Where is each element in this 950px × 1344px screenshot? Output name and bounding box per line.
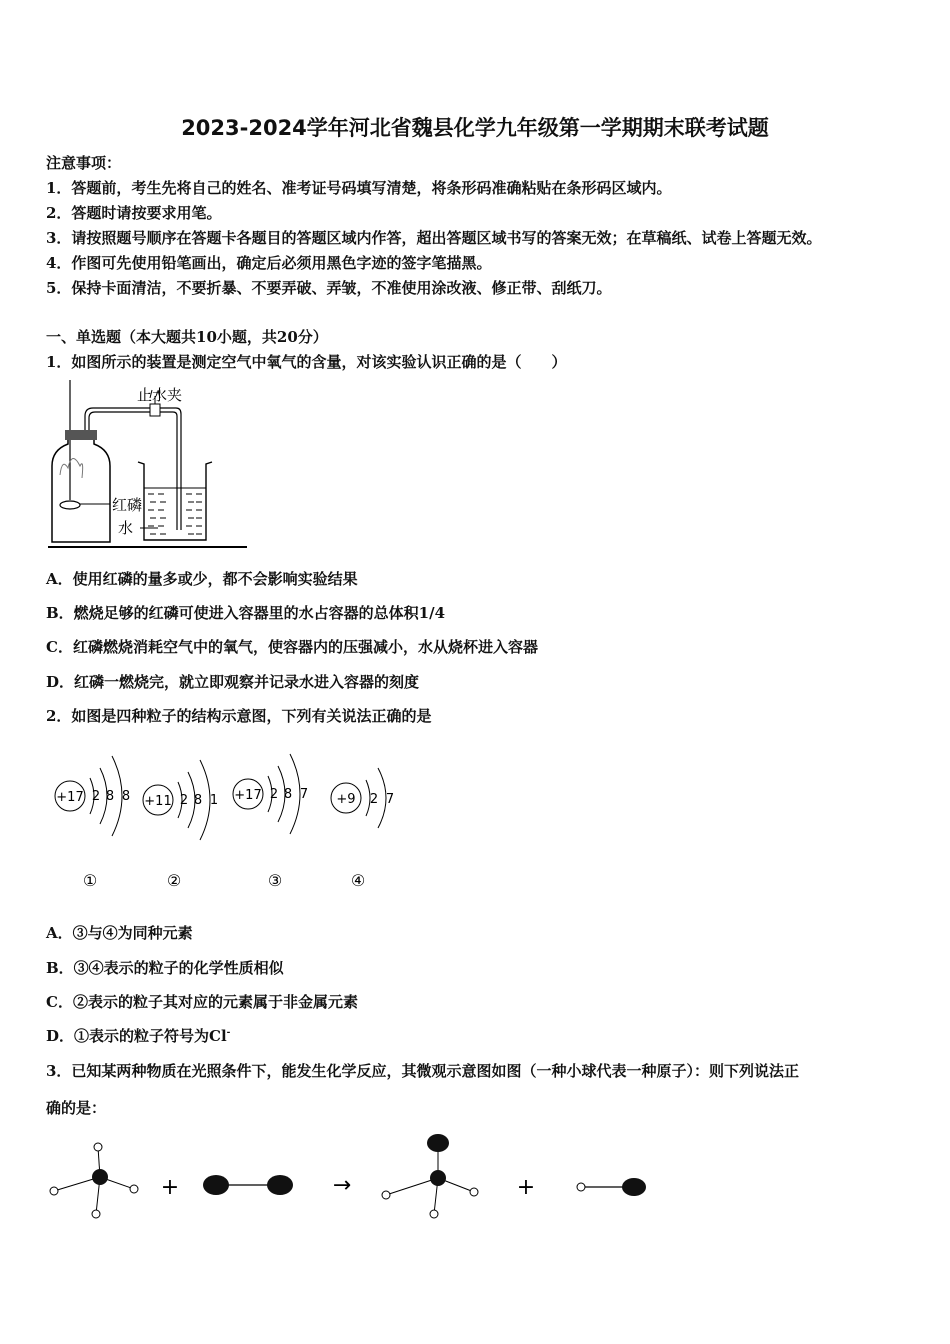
notice-heading: 注意事项： [46,154,122,172]
particle-3-nucleus: +17 [234,788,262,803]
particle-2-nucleus: +11 [144,794,172,809]
notice-item-3: 3．请按照题号顺序在答题卡各题目的答题区域内作答，超出答题区域书写的答案无效；在草稿纸、试卷上答题无效。 [46,229,822,247]
particle-1-shell-3: 8 [121,789,131,804]
air-oxygen-apparatus-figure [40,380,250,552]
q1-option-b[interactable]: B．燃烧足够的红磷可使进入容器里的水占容器的总体积1/4 [46,604,446,622]
q2-option-d-text: D．①表示的粒子符号为Cl [46,1027,227,1045]
notice-item-4: 4．作图可先使用铅笔画出，确定后必须用黑色字迹的签字笔描黑。 [46,254,492,272]
clamp-label: 止水夹 [137,386,183,404]
q2-option-a[interactable]: A．③与④为同种元素 [46,924,193,942]
q2-option-c[interactable]: C．②表示的粒子其对应的元素属于非金属元素 [46,993,358,1011]
particle-4-label: ④ [350,871,366,890]
particle-2-shell-1: 2 [179,793,189,808]
plus-sign-2: + [516,1175,536,1200]
section-heading: 一、单选题（本大题共10小题，共20分） [46,328,328,346]
page-title: 2023-2024学年河北省魏县化学九年级第一学期期末联考试题 [181,116,769,140]
q2-option-b[interactable]: B．③④表示的粒子的化学性质相似 [46,959,284,977]
particle-2-shell-2: 8 [193,793,203,808]
phosphorus-label: 红磷 [112,496,143,514]
q2-option-d[interactable] [46,1025,230,1046]
q3-stem-line-2: 确的是： [46,1099,107,1117]
particle-structure-figure [40,736,410,896]
particle-1-label: ① [82,871,98,890]
q2-stem: 2．如图是四种粒子的结构示意图，下列有关说法正确的是 [46,707,432,725]
notice-item-1: 1．答题前，考生先将自己的姓名、准考证号码填写清楚，将条形码准确粘贴在条形码区域内。 [46,179,672,197]
particle-4-shell-2: 7 [385,792,395,807]
q1-option-a[interactable]: A．使用红磷的量多或少，都不会影响实验结果 [46,570,358,588]
q1-stem: 1．如图所示的装置是测定空气中氧气的含量，对该实验认识正确的是（ ） [46,353,567,371]
q1-option-c[interactable]: C．红磷燃烧消耗空气中的氧气，使容器内的压强减小，水从烧杯进入容器 [46,638,538,656]
particle-1-shell-1: 2 [91,789,101,804]
particle-3-shell-3: 7 [299,787,309,802]
reaction-micro-diagram [40,1130,660,1225]
plus-sign-1: + [160,1175,180,1200]
particle-2-shell-3: 1 [209,793,219,808]
particle-1-shell-2: 8 [105,789,115,804]
particle-4-shell-1: 2 [369,792,379,807]
q2-option-d-superscript: - [226,1028,231,1038]
water-label: 水 [118,519,134,537]
particle-1-nucleus: +17 [56,790,84,805]
particle-2-label: ② [166,871,182,890]
notice-item-5: 5．保持卡面清洁，不要折暴、不要弄破、弄皱，不准使用涂改液、修正带、刮纸刀。 [46,279,612,297]
particle-4-nucleus: +9 [336,792,356,807]
notice-item-2: 2．答题时请按要求用笔。 [46,204,222,222]
particle-3-shell-2: 8 [283,787,293,802]
particle-3-shell-1: 2 [269,787,279,802]
reaction-arrow: → [332,1173,352,1198]
q3-stem-line-1: 3．已知某两种物质在光照条件下，能发生化学反应，其微观示意图如图（一种小球代表一种原子）：则下列说法正 [46,1062,799,1080]
particle-3-label: ③ [267,871,283,890]
q1-option-d[interactable]: D．红磷一燃烧完，就立即观察并记录水进入容器的刻度 [46,673,420,691]
